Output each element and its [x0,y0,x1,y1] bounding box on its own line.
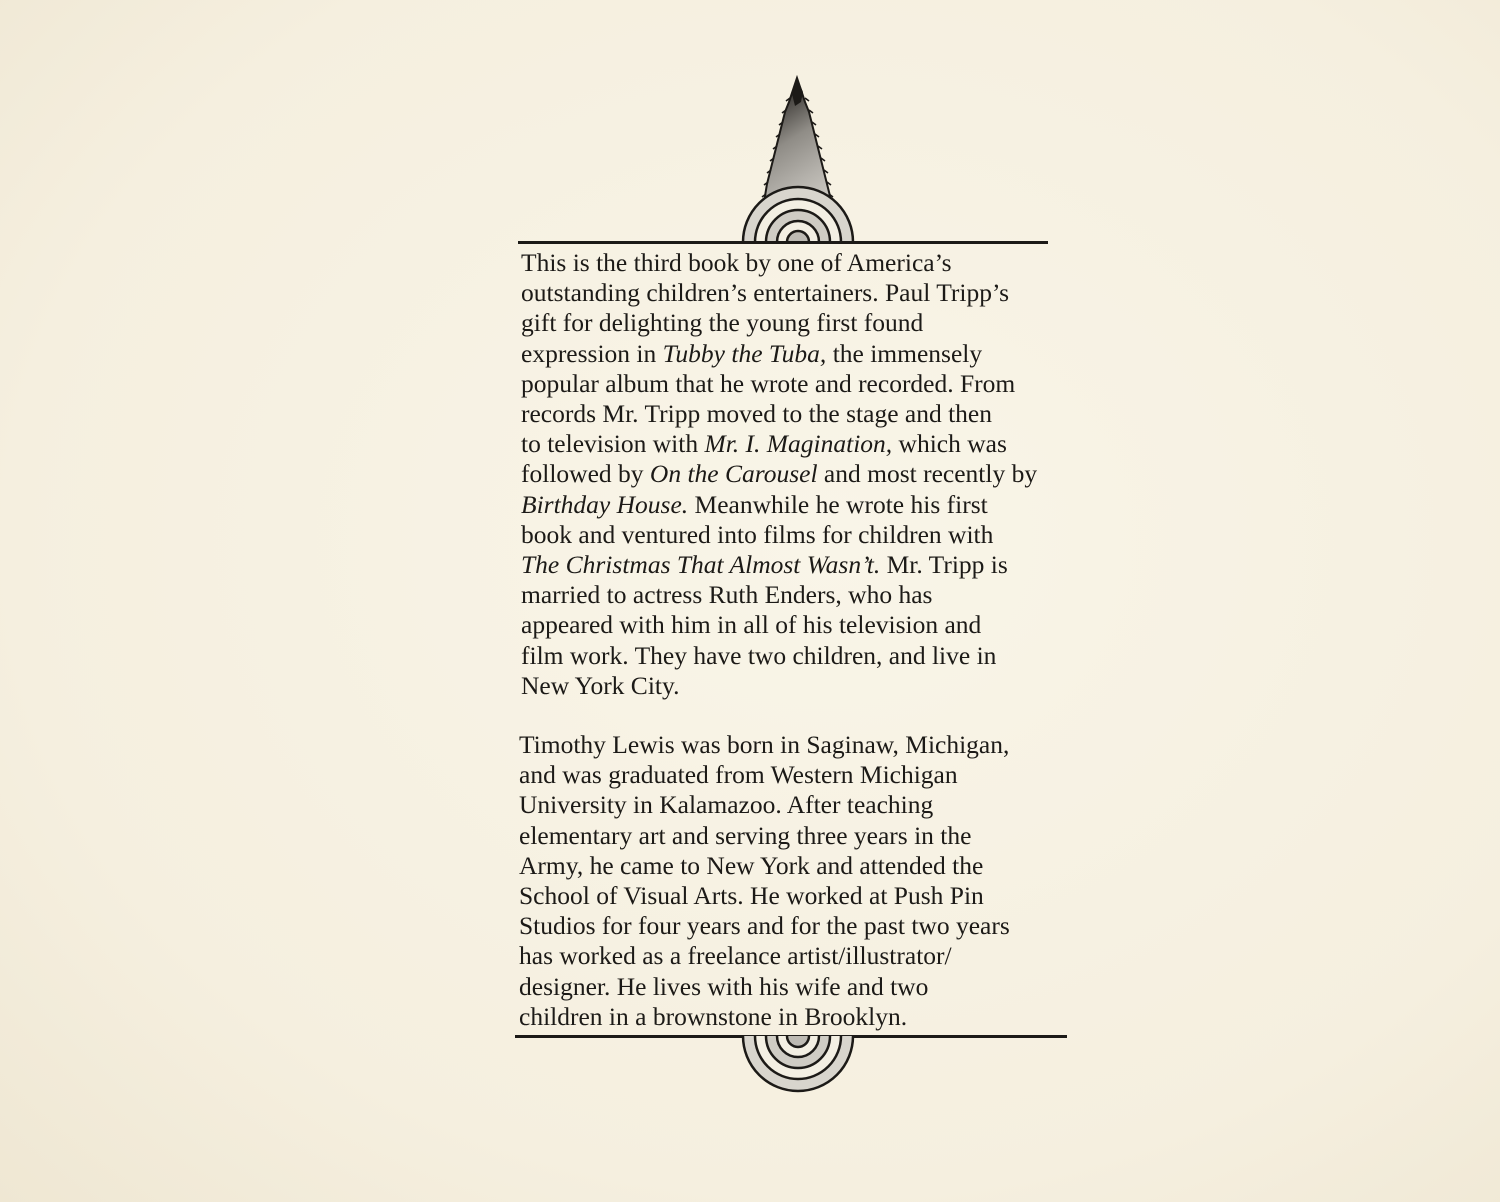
italic-title: Birthday House. [521,489,689,519]
text-line [521,459,1037,489]
text-line [521,399,1037,429]
text-line [521,671,1037,701]
text-run: designer. He lives with his wife and two [519,971,929,1001]
text-run: and was graduated from Western Michigan [519,760,958,790]
text-line [519,881,1010,911]
text-line [521,429,1037,459]
text-line [521,369,1037,399]
text-line [519,851,1010,881]
text-run: which was [892,429,1007,459]
text-line [519,1002,1010,1032]
author-bio [521,248,1037,701]
text-line [519,821,1010,851]
pencil-tip-icon [735,72,860,244]
text-run: expression in [521,338,663,368]
text-run: Studios for four years and for the past two years [519,911,1010,941]
text-run: followed by [521,459,650,489]
text-line [521,308,1037,338]
text-run: children in a brownstone in Brooklyn. [519,1001,908,1031]
text-run: has worked as a freelance artist/illustrator/ [519,941,952,971]
text-run: film work. They have two children, and live in [521,640,997,670]
text-line [519,972,1010,1002]
text-line [519,911,1010,941]
text-run: popular album that he wrote and recorded. From [521,368,1016,398]
text-line [521,248,1037,278]
text-run: Mr. Tripp is [880,550,1008,580]
text-run: New York City. [521,670,680,700]
text-line [521,339,1037,369]
text-line [521,550,1037,580]
text-run: to television with [521,429,705,459]
text-line [521,520,1037,550]
text-run: outstanding children’s entertainers. Paul Tripp’s [521,278,1009,308]
text-run: records Mr. Tripp moved to the stage and then [521,399,992,429]
text-line [521,641,1037,671]
text-run: Timothy Lewis was born in Saginaw, Michigan, [519,730,1010,759]
text-line [521,490,1037,520]
text-line [521,580,1037,610]
top-rule [518,241,1048,244]
text-run: the immensely [826,338,983,368]
italic-title: On the Carousel [649,459,818,489]
text-run: School of Visual Arts. He worked at Push Pin [519,881,984,911]
italic-title: Tubby the Tuba, [662,338,827,368]
text-line [519,760,1010,790]
text-run: Meanwhile he wrote his first [688,489,988,519]
text-run: gift for delighting the young first found [521,308,924,338]
text-line [521,610,1037,640]
text-line [519,730,1010,760]
text-run: and most recently by [817,459,1038,489]
text-run: University in Kalamazoo. After teaching [519,790,934,820]
text-run: appeared with him in all of his television and [521,610,982,640]
italic-title: Mr. I. Magination, [704,429,893,459]
illustrator-bio [519,730,1010,1032]
text-run: This is the third book by one of America’s [521,248,952,277]
text-run: Army, he came to New York and attended the [519,850,984,880]
text-line [519,790,1010,820]
italic-title: The Christmas That Almost Wasn’t. [521,550,881,580]
text-line [519,941,1010,971]
text-run: book and ventured into films for children with [521,519,994,549]
pencil-end-icon [735,1034,860,1094]
text-run: elementary art and serving three years in the [519,820,972,850]
text-run: married to actress Ruth Enders, who has [521,580,933,610]
text-line [521,278,1037,308]
